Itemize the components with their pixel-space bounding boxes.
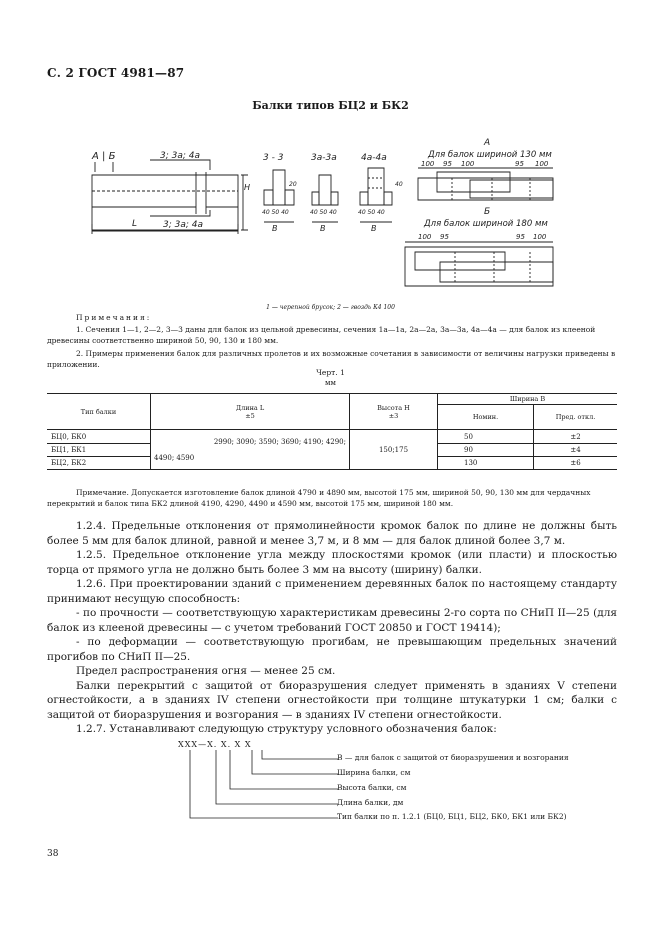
dim-b-1: B [272, 224, 278, 233]
view-a-label: А [484, 138, 491, 148]
note-2: 2. Примеры применения балок для различных пролетов и их возможные сочетания в зависимости от величины нагрузки приведены в приложении. [47, 349, 616, 369]
height-values: 150;175 [350, 430, 438, 470]
figure-caption: Черт. 1 [316, 368, 345, 377]
row-type: БЦ0, БК0 [51, 432, 87, 441]
figure-title: Балки типов БЦ2 и БК2 [252, 99, 409, 112]
col-length [151, 394, 350, 430]
length-values [151, 430, 350, 470]
col-width: Ширина B [438, 394, 618, 405]
paragraph: 1.2.6. При проектировании зданий с применением деревянных балок по настоящему стандарту принимают несущую способность: [47, 578, 617, 605]
width-dev-value: ±4 [534, 444, 618, 457]
body-text [47, 519, 617, 737]
paragraph: Предел распространения огня — менее 25 см. [76, 665, 336, 677]
svg-text:100: 100 [418, 233, 432, 241]
dim-b-2: B [320, 224, 326, 233]
dim-height: H [244, 183, 251, 192]
view-marks: А | Б [92, 151, 116, 162]
drawing-legend: 1 — черепной брусок; 2 — гвоздь К4 100 [266, 304, 395, 311]
svg-text:95: 95 [515, 160, 524, 168]
units-label: мм [325, 379, 336, 387]
section-label-bottom: 3; 3а; 4а [163, 220, 203, 230]
width-marks-2: 40 50 40 [310, 209, 337, 216]
designation-scheme-lines [178, 748, 348, 820]
dim-b-3: B [371, 224, 377, 233]
row-type: БЦ2, БК2 [47, 457, 151, 470]
col-height-tol: ±3 [388, 411, 399, 420]
width-nom-value: 90 [438, 444, 534, 457]
col-height-label: Высота H [377, 403, 410, 412]
paragraph: 1.2.5. Предельное отклонение угла между плоскостями кромок (или пласти) и плоскостью торца от прямого угла не должно быть более 3 мм на высоту (ширину) балки. [47, 549, 617, 576]
paragraph: 1.2.7. Устанавливают следующую структуру условного обозначения балок: [76, 723, 497, 735]
page-number: 38 [47, 849, 59, 859]
view-a-caption: Для балок шириной 130 мм [428, 150, 552, 160]
beam-dimensions-table [47, 393, 617, 470]
dim-40: 40 [395, 181, 403, 188]
section-title-3-3: 3 - 3 [263, 153, 284, 163]
svg-text:100: 100 [535, 160, 549, 168]
scheme-line: Ширина балки, см [337, 768, 411, 777]
paragraph: - по прочности — соответствующую характеристикам древесины 2-го сорта по СНиП II—25 (для балок из клееной древесины — с учетом требований ГОСТ 20850 и ГОСТ 19414); [47, 607, 617, 634]
view-b-label: Б [484, 207, 491, 217]
width-marks-3: 40 50 40 [358, 209, 385, 216]
scheme-line: Тип балки по п. 1.2.1 (БЦ0, БЦ1, БЦ2, БК0, БК1 или БК2) [337, 812, 567, 821]
dim-length: L [132, 219, 138, 229]
paragraph: 1.2.4. Предельные отклонения от прямолинейности кромок балок по длине не должны быть более 5 мм для балок длиной, равной и менее 3,7 м, и 8 мм — для балок длиной более 3,7 м. [47, 520, 617, 547]
page-header: С. 2 ГОСТ 4981—87 [47, 66, 185, 80]
svg-text:100: 100 [533, 233, 547, 241]
dim-20: 20 [289, 181, 297, 188]
view-b [405, 207, 553, 286]
svg-text:95: 95 [443, 160, 452, 168]
table-note: Примечание. Допускается изготовление балок длиной 4790 и 4890 мм, высотой 175 мм, шириной 50, 90, 130 мм для чердачных перекрытий и балок типа БК2 длиной 4190, 4290, 4490 и 4590 мм, высотой 175 мм, шириной 180 мм. [47, 488, 591, 508]
scheme-line: Высота балки, см [337, 783, 407, 792]
width-dev-value: ±2 [570, 432, 581, 441]
designation-code: ХХХ—Х. Х. Х Х [178, 740, 252, 749]
row-type: БЦ1, БК1 [47, 444, 151, 457]
scheme-line: В — для балок с защитой от биоразрушения и возгорания [337, 753, 569, 762]
col-width-nom: Номин. [438, 405, 534, 430]
col-width-dev: Пред. откл. [534, 405, 618, 430]
view-a [418, 138, 553, 200]
col-height [350, 394, 438, 430]
technical-drawing [0, 128, 661, 306]
section-title-3a-3a: 3а-3а [311, 153, 337, 163]
width-dev-value: ±6 [534, 457, 618, 470]
section-label-top: 3; 3а; 4а [160, 151, 200, 161]
paragraph: Балки перекрытий с защитой от биоразрушения следует применять в зданиях V степени огнестойкости, а в зданиях IV степени огнестойкости при толщине штукатурки 1 см; балки с защитой от биоразрушения и возгорания — в зданиях IV степени огнестойкости. [47, 679, 617, 721]
note-1: 1. Сечения 1—1, 2—2, 3—3 даны для балок из цельной древесины, сечения 1а—1а, 2а—2а, 3а—3а, 4а—4а — для балок из клееной древесины соответственно шириной 50, 90, 130 и 180 мм. [47, 325, 596, 345]
beam-elevation [91, 151, 250, 234]
paragraph: - по деформации — соответствующую прогибам, не превышающим предельных значений прогибов по СНиП II—25. [47, 636, 617, 663]
width-marks-1: 40 50 40 [262, 209, 289, 216]
svg-text:100: 100 [461, 160, 475, 168]
view-b-caption: Для балок шириной 180 мм [424, 219, 548, 229]
scheme-line: Длина балки, дм [337, 798, 404, 807]
section-views [262, 153, 403, 233]
svg-text:95: 95 [516, 233, 525, 241]
svg-text:100: 100 [421, 160, 435, 168]
col-length-label: Длина L [235, 403, 265, 412]
length-values-1: 2990; 3090; 3590; 3690; 4190; 4290; [213, 437, 346, 446]
col-length-tol: ±5 [245, 411, 255, 420]
width-nom-value: 50 [438, 430, 534, 444]
col-type: Тип балки [47, 394, 151, 430]
width-nom-value: 130 [438, 457, 534, 470]
section-title-4a-4a: 4а-4а [361, 153, 387, 163]
svg-text:95: 95 [440, 233, 449, 241]
length-values-2: 4490; 4590 [154, 453, 195, 462]
notes-heading: Примечания: [76, 313, 152, 322]
